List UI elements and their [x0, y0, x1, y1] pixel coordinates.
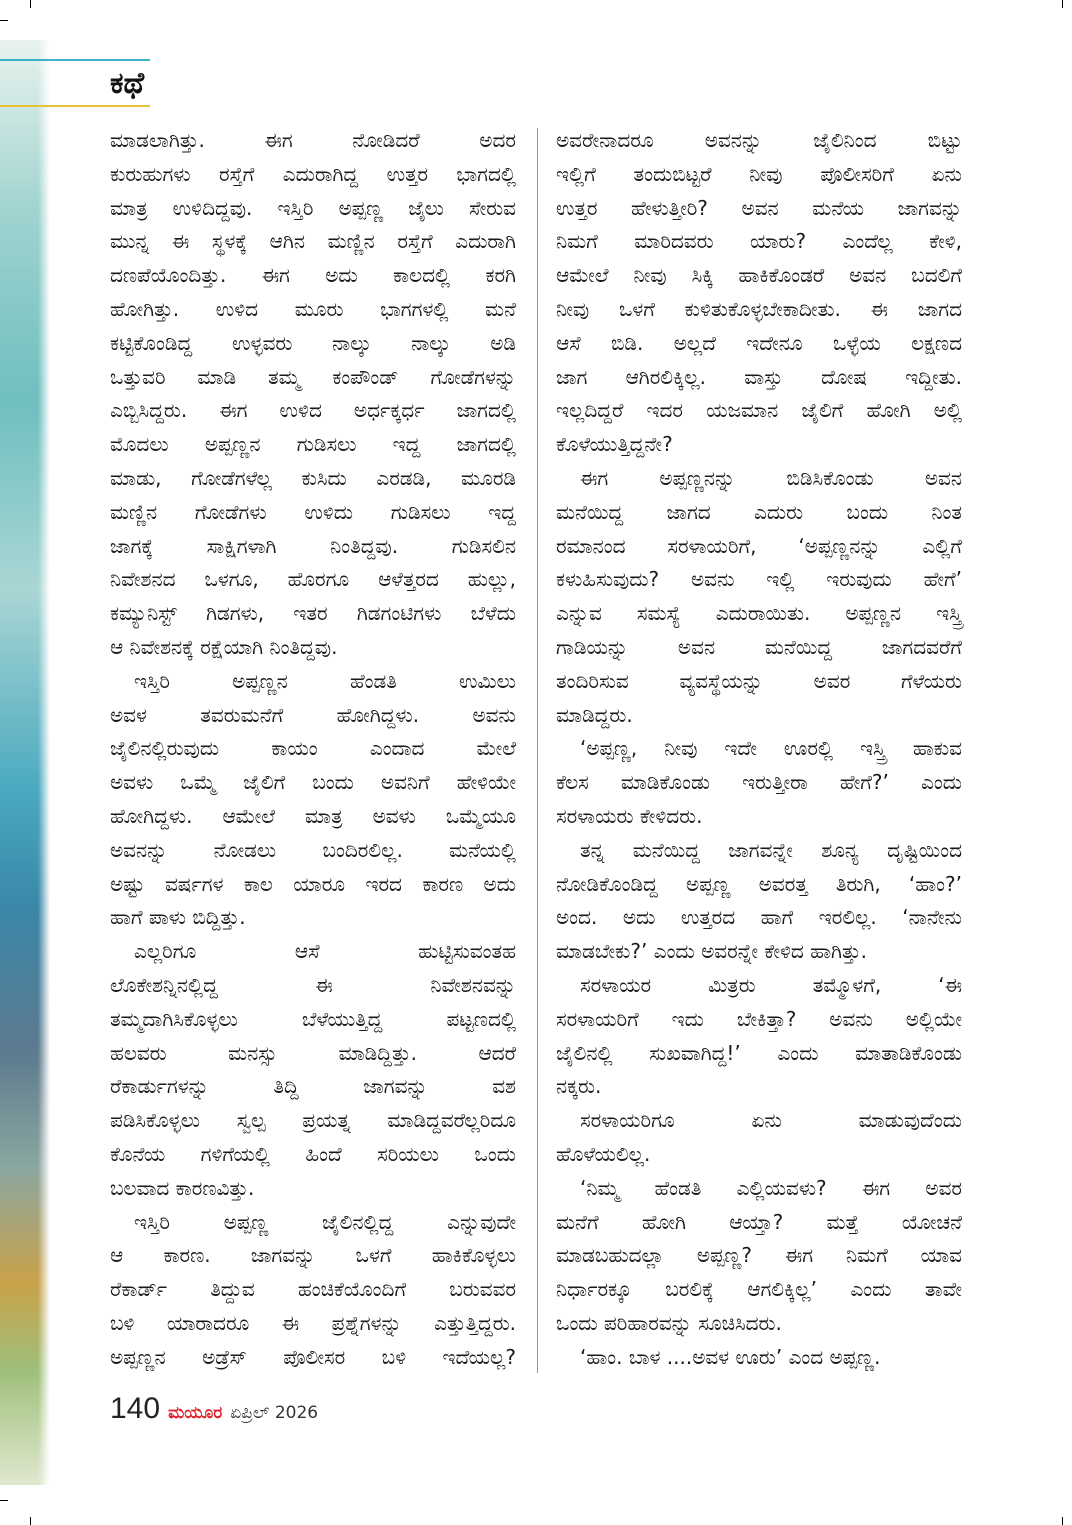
- text-line: ಜಾಗ ಆಗಿರಲಿಕ್ಕಿಲ್ಲ. ವಾಸ್ತು ದೋಷ ಇದ್ದೀತು.: [556, 364, 962, 389]
- text-line: ಉತ್ತರ ಹೇಳುತ್ತೀರಿ? ಅವನ ಮನೆಯ ಜಾಗವನ್ನು: [556, 195, 962, 220]
- text-line: ನಿಮಗೆ ಮಾರಿದವರು ಯಾರು? ಎಂದೆಲ್ಲ ಕೇಳಿ,: [556, 229, 962, 254]
- text-line: ಕಳುಹಿಸುವುದು? ಅವನು ಇಲ್ಲಿ ಇರುವುದು ಹೇಗೆ’: [556, 567, 962, 592]
- text-line: ರಮಾನಂದ ಸರಳಾಯರಿಗೆ, ‘ಅಪ್ಪಣ್ಣನನ್ನು ಎಲ್ಲಿಗೆ: [556, 533, 962, 558]
- column-divider: [537, 128, 538, 1373]
- text-line: ಮಣ್ಣಿನ ಗೋಡೆಗಳು ಉಳಿದು ಗುಡಿಸಲು ಇದ್ದ: [110, 499, 516, 524]
- text-line: ಮಾಡಬಹುದಲ್ಲಾ ಅಪ್ಪಣ್ಣ? ಈಗ ನಿಮಗೆ ಯಾವ: [556, 1243, 962, 1268]
- text-line: ಇಲ್ಲಿಗೆ ತಂದುಬಿಟ್ಟರೆ ನೀವು ಪೊಲೀಸರಿಗೆ ಏನು: [556, 161, 962, 186]
- text-line: ಮಾಡಲಾಗಿತ್ತು. ಈಗ ನೋಡಿದರೆ ಅದರ: [110, 128, 516, 152]
- text-line: ಮಾಡು, ಗೋಡೆಗಳೆಲ್ಲ ಕುಸಿದು ಎರಡಡಿ, ಮೂರಡಿ: [110, 465, 516, 490]
- header-rule-bottom: [0, 105, 150, 107]
- text-line: ಮಾಡಬೇಕು?’ ಎಂದು ಅವರನ್ನೇ ಕೇಳಿದ ಹಾಗಿತ್ತು.: [556, 939, 868, 964]
- text-line: ಜೈಲಿನಲ್ಲಿರುವುದು ಕಾಯಂ ಎಂದಾದ ಮೇಲೆ: [110, 736, 516, 761]
- text-line: ರೆಕಾರ್ಡ್ ತಿದ್ದುವ ಹಂಚಿಕೆಯೊಂದಿಗೆ ಬರುವವರ: [110, 1277, 516, 1302]
- text-line: ನಿವೇಶನದ ಒಳಗೂ, ಹೊರಗೂ ಆಳೆತ್ತರದ ಹುಲ್ಲು,: [110, 567, 516, 592]
- text-line: ‘ನಿಮ್ಮ ಹೆಂಡತಿ ಎಲ್ಲಿಯವಳು? ಈಗ ಅವರ: [580, 1175, 962, 1200]
- text-line: ದಣಪೆಯೊಂದಿತ್ತು. ಈಗ ಅದು ಕಾಲದಲ್ಲಿ ಕರಗಿ: [110, 263, 516, 288]
- text-line: ಅವನನ್ನು ನೋಡಲು ಬಂದಿರಲಿಲ್ಲ. ಮನೆಯಲ್ಲಿ: [110, 837, 516, 862]
- text-line: ಹೊಳೆಯಲಿಲ್ಲ.: [556, 1141, 651, 1166]
- text-line: ಇಸ್ತಿರಿ ಅಪ್ಪಣ್ಣನ ಹೆಂಡತಿ ಉಮಿಲು: [134, 668, 516, 693]
- crop-mark: [30, 1517, 31, 1525]
- text-line: ಮುನ್ನ ಈ ಸ್ಥಳಕ್ಕೆ ಆಗಿನ ಮಣ್ಣಿನ ರಸ್ತೆಗೆ ಎದುರಾಗಿ: [110, 229, 516, 254]
- magazine-logo: ಮಯೂರ: [168, 1403, 223, 1423]
- text-line: ಹಲವರು ಮನಸ್ಸು ಮಾಡಿದ್ದಿತ್ತು. ಆದರೆ: [110, 1040, 516, 1065]
- text-line: ಅವಳ ತವರುಮನೆಗೆ ಹೋಗಿದ್ದಳು. ಅವನು: [110, 702, 516, 727]
- text-line: ಈಗ ಅಪ್ಪಣ್ಣನನ್ನು ಬಿಡಿಸಿಕೊಂಡು ಅವನ: [580, 465, 962, 490]
- text-line: ಒಂದು ಪರಿಹಾರವನ್ನು ಸೂಚಿಸಿದರು.: [556, 1310, 782, 1335]
- text-line: ಅಷ್ಟು ವರ್ಷಗಳ ಕಾಲ ಯಾರೂ ಇರದ ಕಾರಣ ಅದು: [110, 871, 516, 896]
- text-line: ಕಮ್ಯುನಿಸ್ಟ್ ಗಿಡಗಳು, ಇತರ ಗಿಡಗಂಟಿಗಳು ಬೆಳೆದು: [110, 601, 516, 626]
- text-line: ಪಡಿಸಿಕೊಳ್ಳಲು ಸ್ವಲ್ಪ ಪ್ರಯತ್ನ ಮಾಡಿದ್ದವರೆಲ್ಲರಿದೂ: [110, 1108, 516, 1133]
- text-line: ಇಲ್ಲದಿದ್ದರೆ ಇದರ ಯಜಮಾನ ಜೈಲಿಗೆ ಹೋಗಿ ಅಲ್ಲಿ: [556, 398, 962, 423]
- section-title: ಕಥೆ: [110, 66, 145, 101]
- text-line: ಲೊಕೇಶನ್ನಿನಲ್ಲಿದ್ದ ಈ ನಿವೇಶನವನ್ನು: [110, 972, 516, 997]
- text-line: ಕುರುಹುಗಳು ರಸ್ತೆಗೆ ಎದುರಾಗಿದ್ದ ಉತ್ತರ ಭಾಗದಲ್ಲಿ: [110, 161, 516, 186]
- text-line: ಬಲವಾದ ಕಾರಣವಿತ್ತು.: [110, 1175, 255, 1200]
- text-line: ಬಳಿ ಯಾರಾದರೂ ಈ ಪ್ರಶ್ನೆಗಳನ್ನು ಎತ್ತುತ್ತಿದ್ದರು.: [110, 1310, 516, 1335]
- text-line: ಆಮೇಲೆ ನೀವು ಸಿಕ್ಕಿ ಹಾಕಿಕೊಂಡರೆ ಅವನ ಬದಲಿಗೆ: [556, 263, 962, 288]
- text-line: ಆ ನಿವೇಶನಕ್ಕೆ ರಕ್ಷೆಯಾಗಿ ನಿಂತಿದ್ದವು.: [110, 634, 338, 659]
- text-line: ಜೈಲಿನಲ್ಲಿ ಸುಖವಾಗಿದ್ದ!’ ಎಂದು ಮಾತಾಡಿಕೊಂಡು: [556, 1040, 962, 1065]
- text-line: ಕೊಳೆಯುತ್ತಿದ್ದನೇ?: [556, 432, 673, 457]
- text-line: ತಮ್ಮದಾಗಿಸಿಕೊಳ್ಳಲು ಬೆಳೆಯುತ್ತಿದ್ದ ಪಟ್ಟಣದಲ್ಲಿ: [110, 1006, 516, 1031]
- text-line: ಆಸೆ ಬಿಡಿ. ಅಲ್ಲದೆ ಇದೇನೂ ಒಳ್ಳೆಯ ಲಕ್ಷಣದ: [556, 330, 962, 355]
- text-line: ಅವರೇನಾದರೂ ಅವನನ್ನು ಜೈಲಿನಿಂದ ಬಿಟ್ಟು: [556, 128, 962, 152]
- text-line: ಇಸ್ತಿರಿ ಅಪ್ಪಣ್ಣ ಜೈಲಿನಲ್ಲಿದ್ದ ಎನ್ನುವುದೇ: [134, 1209, 516, 1234]
- text-line: ಮಾತ್ರ ಉಳಿದಿದ್ದವು. ಇಸ್ತಿರಿ ಅಪ್ಪಣ್ಣ ಜೈಲು ಸೇರುವ: [110, 195, 516, 220]
- text-line: ಎಲ್ಲರಿಗೂ ಆಸೆ ಹುಟ್ಟಿಸುವಂತಹ: [134, 939, 516, 964]
- text-line: ಮಾಡಿದ್ದರು.: [556, 702, 633, 727]
- page-footer: [110, 1392, 318, 1426]
- text-line: ಮನೆಯಿದ್ದ ಜಾಗದ ಎದುರು ಬಂದು ನಿಂತ: [556, 499, 962, 524]
- crop-mark: [30, 0, 31, 8]
- text-line: ನೋಡಿಕೊಂಡಿದ್ದ ಅಪ್ಪಣ್ಣ ಅವರತ್ತ ತಿರುಗಿ, ‘ಹಾಂ?’: [556, 871, 962, 896]
- text-line: ಸರಳಾಯರು ಕೇಳಿದರು.: [556, 803, 703, 828]
- text-line: ಮೊದಲು ಅಪ್ಪಣ್ಣನ ಗುಡಿಸಲು ಇದ್ದ ಜಾಗದಲ್ಲಿ: [110, 432, 516, 457]
- text-line: ಜಾಗಕ್ಕೆ ಸಾಕ್ಷಿಗಳಾಗಿ ನಿಂತಿದ್ದವು. ಗುಡಿಸಲಿನ: [110, 533, 516, 558]
- text-line: ಸರಳಾಯರಿಗೂ ಏನು ಮಾಡುವುದೆಂದು: [580, 1108, 962, 1133]
- text-line: ಕಟ್ಟಿಕೊಂಡಿದ್ದ ಉಳ್ಳವರು ನಾಲ್ಕು ನಾಲ್ಕು ಅಡಿ: [110, 330, 516, 355]
- text-line: ಕೊನೆಯ ಗಳಿಗೆಯಲ್ಲಿ ಹಿಂದೆ ಸರಿಯಲು ಒಂದು: [110, 1141, 516, 1166]
- left-text-column: [110, 124, 516, 1374]
- text-line: ಅಂದ. ಅದು ಉತ್ತರದ ಹಾಗೆ ಇರಲಿಲ್ಲ. ‘ನಾನೇನು: [556, 905, 962, 930]
- text-line: ಅಪ್ಪಣ್ಣನ ಅಡ್ರೆಸ್ ಪೊಲೀಸರ ಬಳಿ ಇದೆಯಲ್ಲ?: [110, 1344, 516, 1369]
- text-line: ಗಾಡಿಯನ್ನು ಅವನ ಮನೆಯಿದ್ದ ಜಾಗದವರೆಗೆ: [556, 634, 962, 659]
- text-line: ನಿರ್ಧಾರಕ್ಕೂ ಬರಲಿಕ್ಕೆ ಆಗಲಿಕ್ಕಿಲ್ಲ’ ಎಂದು ತಾವೇ: [556, 1277, 962, 1302]
- issue-date: ಏಪ್ರಿಲ್ 2026: [230, 1403, 319, 1423]
- right-text-column: [556, 124, 962, 1374]
- text-line: ‘ಅಪ್ಪಣ್ಣ, ನೀವು ಇದೇ ಊರಲ್ಲಿ ಇಸ್ತ್ರಿ ಹಾಕುವ: [580, 736, 962, 761]
- text-line: ನೀವು ಒಳಗೆ ಕುಳಿತುಕೊಳ್ಳಬೇಕಾದೀತು. ಈ ಜಾಗದ: [556, 296, 962, 321]
- text-line: ರೆಕಾರ್ಡುಗಳನ್ನು ತಿದ್ದಿ ಜಾಗವನ್ನು ವಶ: [110, 1074, 516, 1099]
- text-line: ಆ ಕಾರಣ. ಜಾಗವನ್ನು ಒಳಗೆ ಹಾಕಿಕೊಳ್ಳಲು: [110, 1243, 516, 1268]
- crop-mark: [0, 1500, 8, 1501]
- header-rule-top: [0, 59, 150, 61]
- crop-mark: [1062, 1517, 1063, 1525]
- text-line: ನಕ್ಕರು.: [556, 1074, 602, 1099]
- text-line: ಒತ್ತುವರಿ ಮಾಡಿ ತಮ್ಮ ಕಂಪೌಂಡ್ ಗೋಡೆಗಳನ್ನು: [110, 364, 516, 389]
- text-line: ಕೆಲಸ ಮಾಡಿಕೊಂಡು ಇರುತ್ತೀರಾ ಹೇಗೆ?’ ಎಂದು: [556, 770, 962, 795]
- text-line: ಸರಳಾಯರ ಮಿತ್ರರು ತಮ್ಮೊಳಗೆ, ‘ಈ: [580, 972, 962, 997]
- page-number: 140: [110, 1392, 161, 1425]
- text-line: ಎಬ್ಬಿಸಿದ್ದರು. ಈಗ ಉಳಿದ ಅರ್ಧಕ್ಕರ್ಧ ಜಾಗದಲ್ಲಿ: [110, 398, 516, 423]
- crop-mark: [0, 20, 8, 21]
- text-line: ಹೋಗಿತ್ತು. ಉಳಿದ ಮೂರು ಭಾಗಗಳಲ್ಲಿ ಮನೆ: [110, 296, 516, 321]
- text-line: ‘ಹಾಂ. ಬಾಳ ....ಅವಳ ಊರು’ ಎಂದ ಅಪ್ಪಣ್ಣ.: [580, 1344, 881, 1369]
- decorative-side-artwork: [0, 40, 50, 1485]
- text-line: ತಂದಿರಿಸುವ ವ್ಯವಸ್ಥೆಯನ್ನು ಅವರ ಗೆಳೆಯರು: [556, 668, 962, 693]
- text-line: ಸರಳಾಯರಿಗೆ ಇದು ಬೇಕಿತ್ತಾ? ಅವನು ಅಲ್ಲಿಯೇ: [556, 1006, 962, 1031]
- text-line: ಹಾಗೆ ಪಾಳು ಬಿದ್ದಿತ್ತು.: [110, 905, 246, 930]
- text-line: ಎನ್ನುವ ಸಮಸ್ಯೆ ಎದುರಾಯಿತು. ಅಪ್ಪಣ್ಣನ ಇಸ್ತ್ರಿ: [556, 601, 962, 626]
- text-line: ಮನೆಗೆ ಹೋಗಿ ಆಯ್ತಾ? ಮತ್ತೆ ಯೋಚನೆ: [556, 1209, 962, 1234]
- text-line: ಹೋಗಿದ್ದಳು. ಆಮೇಲೆ ಮಾತ್ರ ಅವಳು ಒಮ್ಮೆಯೂ: [110, 803, 516, 828]
- text-line: ಅವಳು ಒಮ್ಮೆ ಜೈಲಿಗೆ ಬಂದು ಅವನಿಗೆ ಹೇಳಿಯೇ: [110, 770, 516, 795]
- crop-mark: [1062, 0, 1063, 8]
- text-line: ತನ್ನ ಮನೆಯಿದ್ದ ಜಾಗವನ್ನೇ ಶೂನ್ಯ ದೃಷ್ಟಿಯಿಂದ: [580, 837, 962, 862]
